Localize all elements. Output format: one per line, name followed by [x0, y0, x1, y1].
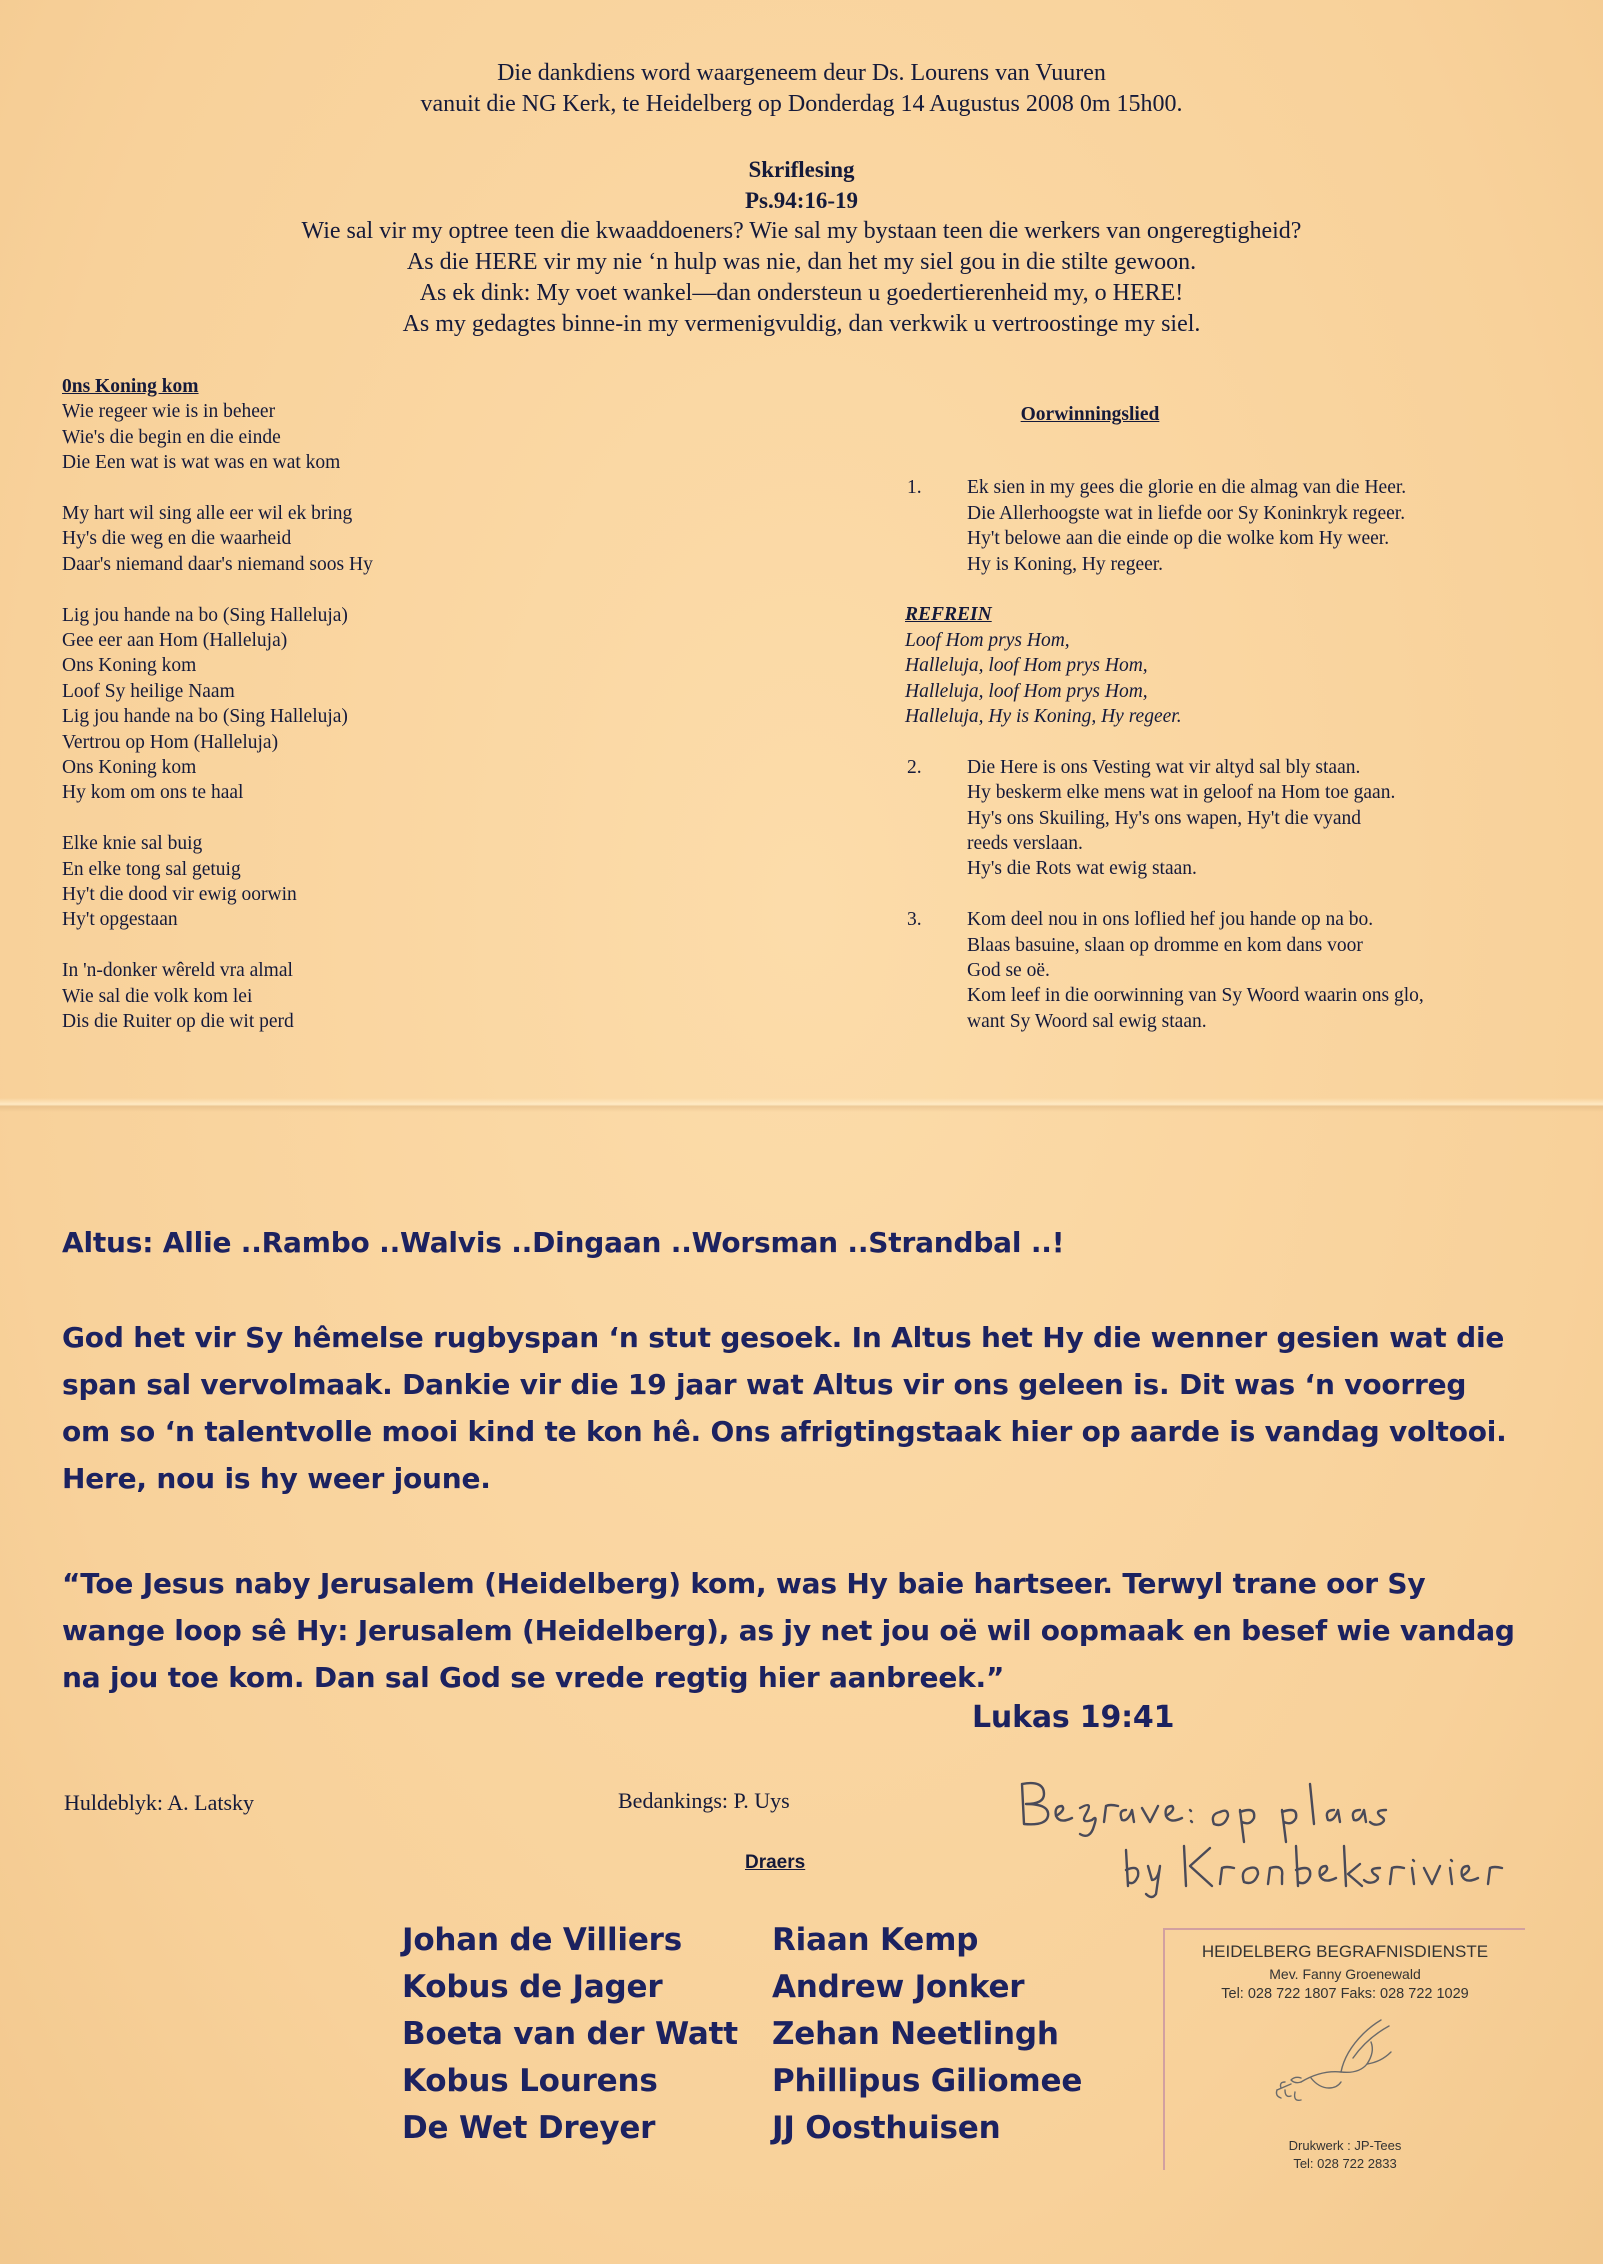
refrain-title: REFREIN — [905, 604, 992, 626]
song-line: Hy kom om ons te haal — [62, 782, 244, 804]
dove-with-olive-branch-icon — [1271, 2012, 1421, 2116]
song-line: Lig jou hande na bo (Sing Halleluja) — [62, 706, 348, 728]
song-line: Hy beskerm elke mens wat in geloof na Hom toe gaan. — [967, 782, 1396, 804]
printer-phone: Tel: 028 722 2833 — [1293, 2156, 1397, 2171]
song-line: Ons Koning kom — [62, 757, 197, 779]
song-line: In 'n-donker wêreld vra almal — [62, 960, 293, 982]
funeral-home-box — [1163, 1928, 1525, 2170]
bedankings-credit: Bedankings: P. Uys — [618, 1788, 790, 1813]
scripture-line: As die HERE vir my nie ‘n hulp was nie, dan het my siel gou in die stilte gewoon. — [406, 249, 1197, 275]
song-line: Hy't belowe aan die einde op die wolke kom Hy weer. — [967, 528, 1390, 550]
refrain-line: Halleluja, Hy is Koning, Hy regeer. — [905, 706, 1182, 728]
nicknames-line: Altus: Allie ..Rambo ..Walvis ..Dingaan ..Worsman ..Strandbal ..! — [62, 1226, 1065, 1259]
scripture-reference: Ps.94:16-19 — [744, 188, 859, 213]
verse-number: 2. — [907, 756, 922, 778]
pallbearers-right — [772, 1917, 1082, 2152]
stanza — [62, 399, 582, 475]
song-line: Wie sal die volk kom lei — [62, 985, 253, 1007]
pallbearer-name: JJ Oosthuisen — [772, 2110, 1001, 2146]
scripture-line: As ek dink: My voet wankel—dan ondersteun u goedertierenheid my, o HERE! — [419, 280, 1184, 306]
song-line: want Sy Woord sal ewig staan. — [967, 1010, 1207, 1032]
song-line: Hy't die dood vir ewig oorwin — [62, 884, 297, 906]
song-line: reeds verslaan. — [967, 833, 1083, 855]
song-line: Hy's ons Skuiling, Hy's ons wapen, Hy't die vyand — [967, 807, 1362, 829]
song-line: Dis die Ruiter op die wit perd — [62, 1011, 294, 1033]
pallbearer-name: Andrew Jonker — [772, 1969, 1025, 2005]
song-line: Ek sien in my gees die glorie en die almag van die Heer. — [967, 477, 1407, 499]
printer-credit: Drukwerk : JP-Tees — [1288, 2138, 1402, 2153]
song-line: Loof Sy heilige Naam — [62, 680, 235, 702]
verse — [905, 755, 1545, 882]
song-line: Hy's die weg en die waarheid — [62, 528, 292, 550]
funeral-home-phone: Tel: 028 722 1807 Faks: 028 722 1029 — [1221, 1986, 1469, 2002]
song-line: Elke knie sal buig — [62, 833, 203, 855]
song-line: Die Een wat is wat was en wat kom — [62, 452, 341, 474]
song-line: Kom deel nou in ons loflied hef jou hande op na bo. — [967, 909, 1374, 931]
scripture-text — [0, 216, 1603, 340]
song-line: Wie's die begin en die einde — [62, 426, 281, 448]
scripture-line: Wie sal vir my optree teen die kwaaddoeners? Wie sal my bystaan teen die werkers van ongeregtigheid? — [301, 218, 1302, 244]
pallbearers-left — [402, 1917, 738, 2152]
quote-reference: Lukas 19:41 — [972, 1700, 1175, 1735]
song-title: 0ns Koning kom — [62, 376, 199, 397]
pallbearer-name: Kobus de Jager — [402, 1969, 663, 2005]
tribute-paragraph: God het vir Sy hêmelse rugbyspan ‘n stut gesoek. In Altus het Hy die wenner gesien wat die span sal vervolmaak. Dankie vir die 19 jaar wat Altus vir ons geleen is. Dit was ‘n voorreg om so ‘n talentvolle mooi kind te kon hê. Ons afrigtingstaak hier op aarde is vandag voltooi. Here, nou is hy weer joune. — [62, 1321, 1507, 1495]
song-oorwinningslied — [905, 402, 1545, 1060]
stanza — [62, 958, 582, 1034]
scripture-quote-paragraph: “Toe Jesus naby Jerusalem (Heidelberg) kom, was Hy baie hartseer. Terwyl trane oor Sy wange loop sê Hy: Jerusalem (Heidelberg), as jy net jou oë wil oopmaak en besef wie vandag na jou toe kom. Dan sal God se vrede regtig hier aanbreek.” — [62, 1567, 1515, 1694]
handwritten-burial-note — [1014, 1770, 1574, 1900]
song-line: Daar's niemand daar's niemand soos Hy — [62, 553, 373, 575]
huldeblyk-credit: Huldeblyk: A. Latsky — [64, 1790, 255, 1815]
scripture-heading — [0, 154, 1603, 216]
song-line: Lig jou hande na bo (Sing Halleluja) — [62, 604, 348, 626]
refrain — [905, 602, 1545, 729]
song-line: My hart wil sing alle eer wil ek bring — [62, 503, 353, 525]
song-title: Oorwinningslied — [1020, 404, 1160, 425]
scripture-title: Skriflesing — [748, 157, 855, 182]
verse-number: 1. — [907, 477, 922, 499]
pallbearer-name: Johan de Villiers — [402, 1922, 683, 1958]
song-line: Wie regeer wie is in beheer — [62, 401, 276, 423]
song-line: Die Here is ons Vesting wat vir altyd sal bly staan. — [967, 756, 1361, 778]
scripture-line: As my gedagtes binne-in my vermenigvuldig, dan verkwik u vertroostinge my siel. — [402, 311, 1201, 337]
song-line: Ons Koning kom — [62, 655, 197, 677]
verse — [905, 475, 1545, 577]
refrain-line: Halleluja, loof Hom prys Hom, — [905, 680, 1148, 702]
refrain-line: Loof Hom prys Hom, — [905, 629, 1070, 651]
song-line: Vertrou op Hom (Halleluja) — [62, 731, 279, 753]
header-line-2: vanuit die NG Kerk, te Heidelberg op Donderdag 14 Augustus 2008 0m 15h00. — [420, 91, 1183, 117]
song-line: En elke tong sal getuig — [62, 858, 241, 880]
header-line-1: Die dankdiens word waargeneem deur Ds. Lourens van Vuuren — [497, 60, 1106, 86]
pallbearer-name: Riaan Kemp — [772, 1922, 979, 1958]
song-line: Blaas basuine, slaan op dromme en kom dans voor — [967, 934, 1363, 956]
song-line: Hy's die Rots wat ewig staan. — [967, 858, 1197, 880]
paper-fold-crease — [0, 1098, 1603, 1112]
verse-number: 3. — [907, 909, 922, 931]
funeral-home-contact: Mev. Fanny Groenewald — [1269, 1966, 1421, 1982]
service-header — [0, 58, 1603, 120]
stanza — [62, 603, 582, 806]
draers-heading: Draers — [745, 1852, 806, 1873]
pallbearer-name: Zehan Neetlingh — [772, 2016, 1059, 2052]
song-line: Hy't opgestaan — [62, 909, 178, 931]
pallbearer-name: Kobus Lourens — [402, 2063, 658, 2099]
song-line: God se oë. — [967, 960, 1050, 982]
song-ons-koning-kom — [62, 374, 582, 1060]
stanza — [62, 501, 582, 577]
pallbearer-name: Phillipus Giliomee — [772, 2063, 1083, 2099]
stanza — [62, 831, 582, 933]
song-line: Hy is Koning, Hy regeer. — [967, 553, 1164, 575]
song-line: Kom leef in die oorwinning van Sy Woord waarin ons glo, — [967, 985, 1424, 1007]
refrain-line: Halleluja, loof Hom prys Hom, — [905, 655, 1148, 677]
pallbearer-name: De Wet Dreyer — [402, 2110, 656, 2146]
song-line: Gee eer aan Hom (Halleluja) — [62, 630, 288, 652]
verse — [905, 907, 1545, 1034]
pallbearer-name: Boeta van der Watt — [402, 2016, 738, 2052]
funeral-home-name: HEIDELBERG BEGRAFNISDIENSTE — [1201, 1942, 1489, 1961]
song-line: Die Allerhoogste wat in liefde oor Sy Koninkryk regeer. — [967, 502, 1406, 524]
